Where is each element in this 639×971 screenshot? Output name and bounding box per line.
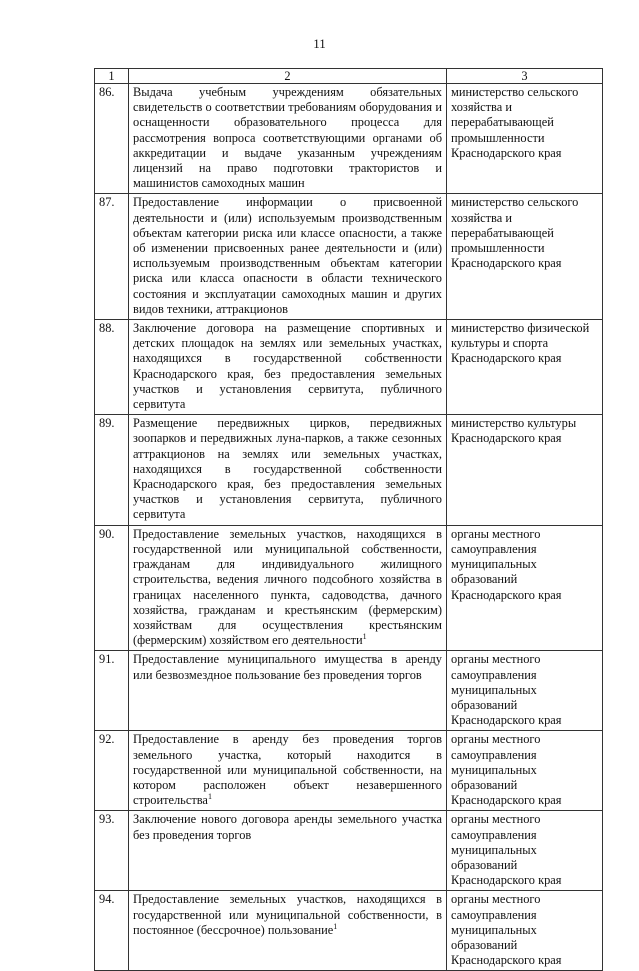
table-row (95, 320, 603, 415)
table-row (95, 415, 603, 525)
service-text: Предоставление муниципального имущества в аренду или безвозмездное пользование без проведения торгов (133, 652, 442, 682)
row-number: 88. (95, 320, 129, 415)
service-text: Выдача учебным учреждениям обязательных свидетельств о соответствии требованиям оборудования и оснащенности образовательного процесса для рассмотрения вопроса соответствующими органами об аккредитации и выдаче указанным учреждениям лицензий на право подготовки трактористов и машинистов самоходных машин (133, 85, 442, 191)
service-text: Предоставление информации о присвоенной деятельности и (или) используемым производственным объектам категории риска или классе опасности, а также об изменении присвоенных ранее деятельности и (или) используемым производственным объектам категории риска или класса опасности в области технического состояния и эксплуатации самоходных машин и других видов техники, аттракционов (133, 195, 442, 316)
service-description (129, 194, 447, 320)
table-row (95, 525, 603, 651)
responsible-authority: органы местного самоуправления муниципальных образований Краснодарского края (447, 891, 603, 971)
row-number: 87. (95, 194, 129, 320)
table-row (95, 651, 603, 731)
footnote-marker: 1 (207, 792, 212, 802)
page-number: 11 (313, 36, 326, 51)
table-row (95, 84, 603, 194)
responsible-authority: министерство культуры Краснодарского края (447, 415, 603, 525)
responsible-authority: органы местного самоуправления муниципальных образований Краснодарского края (447, 731, 603, 811)
table-body (95, 69, 603, 971)
service-description (129, 525, 447, 651)
services-table (94, 68, 603, 971)
responsible-authority: органы местного самоуправления муниципальных образований Краснодарского края (447, 525, 603, 651)
service-description (129, 651, 447, 731)
service-description (129, 811, 447, 891)
service-text: Предоставление земельных участков, находящихся в государственной или муниципальной собственности, в постоянное (бессрочное) пользование (133, 892, 442, 937)
responsible-authority: министерство физической культуры и спорта Краснодарского края (447, 320, 603, 415)
service-description (129, 891, 447, 971)
row-number: 90. (95, 525, 129, 651)
table-header-row (95, 69, 603, 84)
row-number: 86. (95, 84, 129, 194)
row-number: 91. (95, 651, 129, 731)
table-row (95, 194, 603, 320)
responsible-authority: органы местного самоуправления муниципальных образований Краснодарского края (447, 651, 603, 731)
table-row (95, 731, 603, 811)
responsible-authority: органы местного самоуправления муниципальных образований Краснодарского края (447, 811, 603, 891)
row-number: 93. (95, 811, 129, 891)
table-row (95, 811, 603, 891)
responsible-authority: министерство сельского хозяйства и перерабатывающей промышленности Краснодарского края (447, 194, 603, 320)
service-description (129, 320, 447, 415)
service-description (129, 415, 447, 525)
service-text: Предоставление земельных участков, находящихся в государственной или муниципальной собственности, гражданам для индивидуального жилищного строительства, ведения личного подсобного хозяйства в границах населенного пункта, садоводства, дачного хозяйства, гражданам и крестьянским (фермерским) хозяйствам для осуществления крестьянским (фермерским) хозяйством его деятельности (133, 526, 442, 648)
header-col-2: 2 (129, 69, 447, 84)
header-col-3: 3 (447, 69, 603, 84)
row-number: 89. (95, 415, 129, 525)
service-description (129, 84, 447, 194)
service-text: Заключение нового договора аренды земельного участка без проведения торгов (133, 812, 442, 842)
service-text: Предоставление в аренду без проведения торгов земельного участка, который находится в государственной или муниципальной собственности, на котором расположен объект незавершенного строительства (133, 732, 442, 808)
table-row (95, 891, 603, 971)
header-col-1: 1 (95, 69, 129, 84)
footnote-marker: 1 (362, 631, 367, 641)
row-number: 94. (95, 891, 129, 971)
service-description (129, 731, 447, 811)
responsible-authority: министерство сельского хозяйства и перерабатывающей промышленности Краснодарского края (447, 84, 603, 194)
service-text: Размещение передвижных цирков, передвижных зоопарков и передвижных луна-парков, а также сезонных аттракционов на землях или земельных участках, находящихся в государственной собственности Краснодарского края, без предоставления земельных участков и установления сервитута, публичного сервитута (133, 416, 442, 522)
row-number: 92. (95, 731, 129, 811)
footnote-marker: 1 (333, 921, 338, 931)
service-text: Заключение договора на размещение спортивных и детских площадок на землях или земельных участках, находящихся в государственной собственности Краснодарского края, без предоставления земельных участков и установления сервитута, публичного сервитута (133, 321, 442, 412)
